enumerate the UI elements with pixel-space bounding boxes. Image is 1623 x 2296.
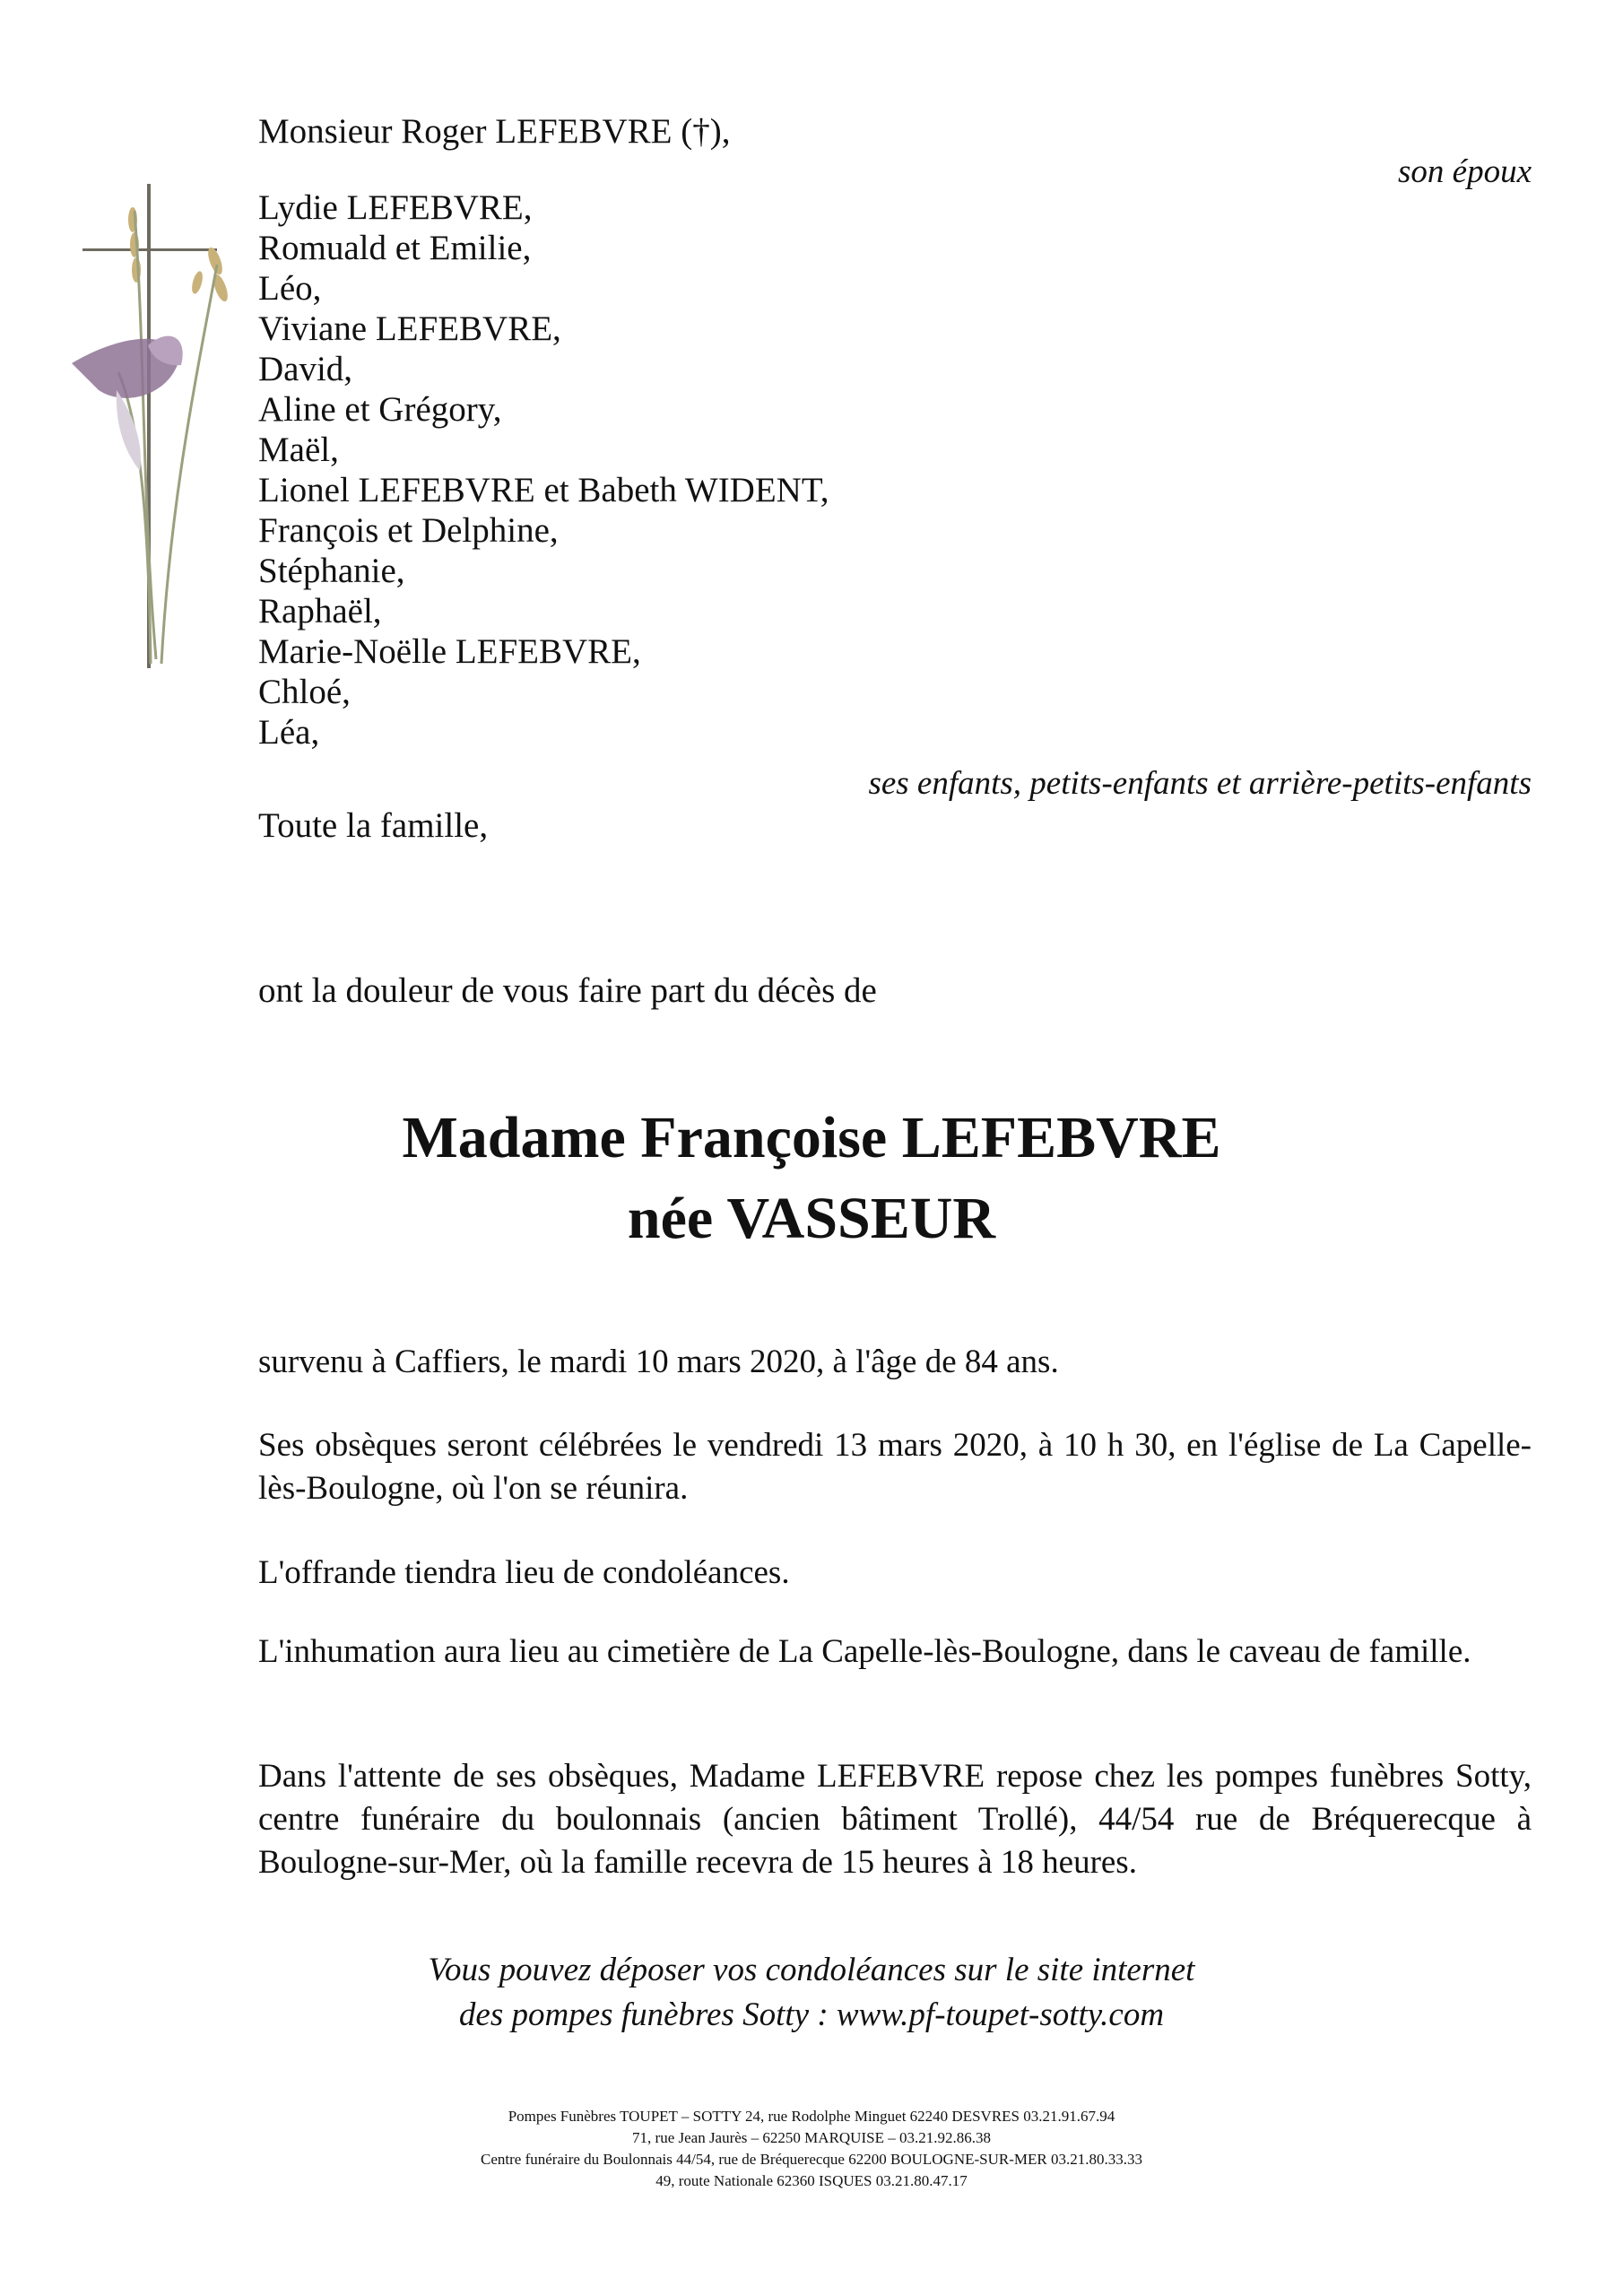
whole-family: Toute la famille, — [258, 806, 489, 845]
family-member: David, — [258, 350, 353, 388]
condolences-line: des pompes funèbres Sotty : www.pf-toupet-sotty.com — [458, 1996, 1165, 2033]
family-member: Lionel LEFEBVRE et Babeth WIDENT, — [258, 471, 829, 509]
deceased-maiden-name: née VASSEUR — [627, 1186, 996, 1251]
footer-line: Pompes Funèbres TOUPET – SOTTY 24, rue Rodolphe Minguet 62240 DESVRES 03.21.91.67.94 — [508, 2108, 1115, 2125]
footer-line: 71, rue Jean Jaurès – 62250 MARQUISE – 03.21.92.86.38 — [632, 2129, 991, 2146]
lily-icon — [72, 336, 183, 471]
family-member: Raphaël, — [258, 592, 382, 631]
announcement-text: ont la douleur de vous faire part du décès de — [258, 971, 877, 1010]
family-member: Léo, — [258, 269, 322, 308]
footer-address — [0, 2106, 1623, 2192]
footer-line: Centre funéraire du Boulonnais 44/54, rue de Bréquerecque 62200 BOULOGNE-SUR-MER 03.21.80.33.33 — [481, 2151, 1142, 2168]
spouse-relation: son époux — [1398, 153, 1532, 190]
footer-line: 49, route Nationale 62360 ISQUES 03.21.80.47.17 — [655, 2172, 968, 2189]
death-paragraph: survenu à Caffiers, le mardi 10 mars 2020, à l'âge de 84 ans. — [258, 1344, 1059, 1380]
family-member: Romuald et Emilie, — [258, 229, 532, 267]
family-member: Viviane LEFEBVRE, — [258, 309, 561, 348]
family-member: Stéphanie, — [258, 552, 405, 590]
deceased-name: Madame Françoise LEFEBVRE — [402, 1105, 1221, 1170]
family-member: Léa, — [258, 713, 320, 752]
burial-paragraph: L'inhumation aura lieu au cimetière de La Capelle-lès-Boulogne, dans le caveau de famille. — [258, 1633, 1471, 1670]
children-relation: ses enfants, petits-enfants et arrière-petits-enfants — [868, 765, 1532, 802]
family-member: François et Delphine, — [258, 511, 559, 550]
family-member: Chloé, — [258, 673, 351, 711]
family-member: Monsieur Roger LEFEBVRE (†), — [258, 112, 731, 151]
family-member: Lydie LEFEBVRE, — [258, 188, 533, 227]
family-member: Maël, — [258, 430, 339, 469]
condolences-line: Vous pouvez déposer vos condoléances sur le site internet — [428, 1952, 1195, 1988]
funeral-paragraph: Ses obsèques seront célébrées le vendredi 13 mars 2020, à 10 h 30, en l'église de La Capelle-lès-Boulogne, où l'on se réunira. — [258, 1427, 1532, 1507]
wheat-icon — [128, 207, 230, 303]
family-member: Aline et Grégory, — [258, 390, 502, 429]
family-list — [258, 111, 829, 752]
offering-paragraph: L'offrande tiendra lieu de condoléances. — [258, 1554, 790, 1591]
cross-lily-illustration — [63, 175, 242, 677]
family-member: Marie-Noëlle LEFEBVRE, — [258, 632, 641, 671]
rest-paragraph: Dans l'attente de ses obsèques, Madame LEFEBVRE repose chez les pompes funèbres Sotty, centre funéraire du boulonnais (ancien bâtiment Trollé), 44/54 rue de Bréquerecque à Boulogne-sur-Mer, où la famille recevra de 15 heures à 18 heures. — [258, 1758, 1532, 1881]
